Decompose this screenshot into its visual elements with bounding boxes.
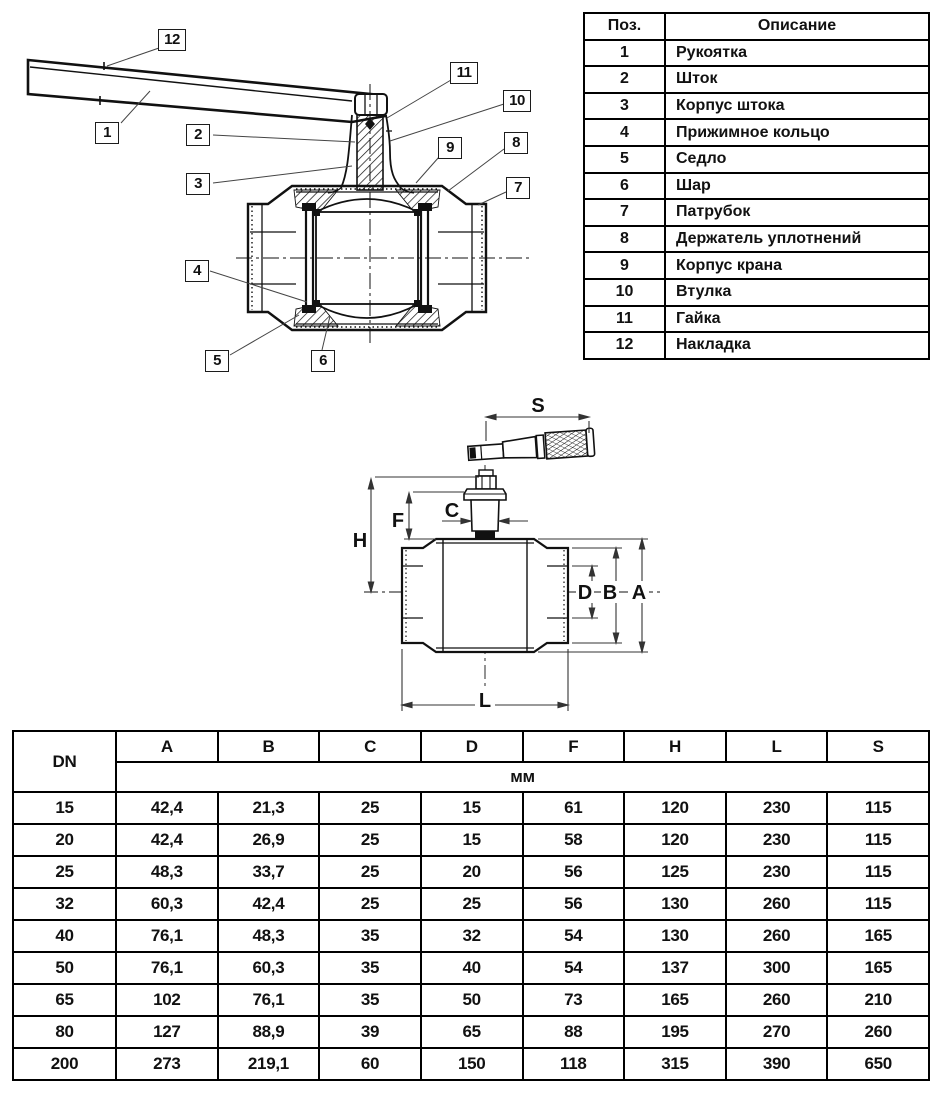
dims-cell-l: 260	[726, 888, 828, 920]
dims-cell-h: 137	[624, 952, 726, 984]
dims-cell-dn: 25	[13, 856, 116, 888]
part-position: 2	[584, 66, 665, 93]
dims-row-dn-200	[13, 1048, 929, 1080]
part-description: Корпус штока	[665, 93, 929, 120]
dims-cell-f: 56	[523, 888, 625, 920]
dims-col-header-a: A	[116, 731, 218, 762]
part-position: 7	[584, 199, 665, 226]
dims-cell-c: 35	[319, 984, 421, 1016]
parts-row	[584, 306, 929, 333]
dim-valve-body	[402, 470, 568, 652]
dimension-figure	[340, 395, 670, 725]
dims-cell-c: 25	[319, 824, 421, 856]
dims-cell-c: 39	[319, 1016, 421, 1048]
dims-cell-f: 58	[523, 824, 625, 856]
dims-cell-a: 273	[116, 1048, 218, 1080]
callout-11: 11	[450, 62, 478, 84]
dims-cell-d: 32	[421, 920, 523, 952]
part-description: Втулка	[665, 279, 929, 306]
dims-cell-l: 390	[726, 1048, 828, 1080]
dims-cell-s: 115	[827, 888, 929, 920]
handle-lever	[28, 60, 385, 122]
part-description: Накладка	[665, 332, 929, 359]
parts-row	[584, 252, 929, 279]
dims-cell-c: 25	[319, 856, 421, 888]
dims-cell-l: 260	[726, 920, 828, 952]
dims-cell-h: 195	[624, 1016, 726, 1048]
dims-cell-c: 35	[319, 920, 421, 952]
dims-cell-h: 130	[624, 920, 726, 952]
dims-cell-l: 230	[726, 856, 828, 888]
dims-header-row	[13, 731, 929, 762]
dims-cell-d: 20	[421, 856, 523, 888]
dims-cell-l: 230	[726, 792, 828, 824]
dims-cell-s: 165	[827, 920, 929, 952]
part-position: 6	[584, 173, 665, 200]
dims-cell-b: 21,3	[218, 792, 320, 824]
dims-cell-l: 300	[726, 952, 828, 984]
dims-cell-dn: 80	[13, 1016, 116, 1048]
callout-5: 5	[205, 350, 229, 372]
dims-cell-f: 73	[523, 984, 625, 1016]
dims-cell-c: 25	[319, 792, 421, 824]
dims-col-header-d: D	[421, 731, 523, 762]
dims-col-header-c: C	[319, 731, 421, 762]
callout-4: 4	[185, 260, 209, 282]
parts-row	[584, 66, 929, 93]
dims-cell-d: 150	[421, 1048, 523, 1080]
dim-label-s: S	[531, 395, 545, 417]
dims-cell-a: 60,3	[116, 888, 218, 920]
parts-row	[584, 279, 929, 306]
dims-cell-l: 260	[726, 984, 828, 1016]
parts-row	[584, 226, 929, 253]
dims-col-dn: DN	[13, 731, 116, 792]
dims-cell-s: 260	[827, 1016, 929, 1048]
dims-cell-dn: 200	[13, 1048, 116, 1080]
dim-label-h: H	[352, 530, 368, 552]
dims-cell-s: 115	[827, 856, 929, 888]
parts-col-pos: Поз.	[584, 13, 665, 40]
part-position: 1	[584, 40, 665, 67]
dims-cell-dn: 15	[13, 792, 116, 824]
callout-6: 6	[311, 350, 335, 372]
dims-row-dn-15	[13, 792, 929, 824]
part-position: 12	[584, 332, 665, 359]
dims-cell-h: 165	[624, 984, 726, 1016]
dims-cell-d: 15	[421, 792, 523, 824]
dims-cell-b: 76,1	[218, 984, 320, 1016]
dims-cell-dn: 50	[13, 952, 116, 984]
dims-cell-a: 48,3	[116, 856, 218, 888]
dims-row-dn-80	[13, 1016, 929, 1048]
part-description: Прижимное кольцо	[665, 119, 929, 146]
dims-cell-c: 35	[319, 952, 421, 984]
part-description: Шток	[665, 66, 929, 93]
callout-12: 12	[158, 29, 186, 51]
dims-cell-f: 54	[523, 920, 625, 952]
parts-row	[584, 93, 929, 120]
dims-cell-b: 48,3	[218, 920, 320, 952]
dims-cell-a: 102	[116, 984, 218, 1016]
callout-10: 10	[503, 90, 531, 112]
parts-table	[583, 12, 930, 360]
valve-cross-section-drawing	[0, 0, 580, 395]
part-position: 9	[584, 252, 665, 279]
dims-cell-d: 40	[421, 952, 523, 984]
part-description: Держатель уплотнений	[665, 226, 929, 253]
part-position: 11	[584, 306, 665, 333]
parts-row	[584, 332, 929, 359]
part-description: Шар	[665, 173, 929, 200]
dims-cell-dn: 32	[13, 888, 116, 920]
dims-cell-b: 88,9	[218, 1016, 320, 1048]
dim-label-d: D	[577, 582, 593, 604]
part-position: 8	[584, 226, 665, 253]
dims-row-dn-40	[13, 920, 929, 952]
dims-col-header-s: S	[827, 731, 929, 762]
dims-cell-h: 130	[624, 888, 726, 920]
dims-cell-s: 115	[827, 824, 929, 856]
dims-row-dn-25	[13, 856, 929, 888]
dims-cell-dn: 40	[13, 920, 116, 952]
dims-cell-d: 50	[421, 984, 523, 1016]
part-position: 3	[584, 93, 665, 120]
parts-row	[584, 146, 929, 173]
dims-cell-b: 26,9	[218, 824, 320, 856]
dims-row-dn-65	[13, 984, 929, 1016]
part-description: Корпус крана	[665, 252, 929, 279]
parts-col-desc: Описание	[665, 13, 929, 40]
dims-cell-h: 315	[624, 1048, 726, 1080]
dims-cell-h: 125	[624, 856, 726, 888]
callout-7: 7	[506, 177, 530, 199]
dims-cell-c: 60	[319, 1048, 421, 1080]
dims-cell-d: 25	[421, 888, 523, 920]
dims-cell-a: 76,1	[116, 920, 218, 952]
dimensions-table	[12, 730, 930, 1081]
parts-row	[584, 119, 929, 146]
parts-row	[584, 173, 929, 200]
dims-cell-l: 230	[726, 824, 828, 856]
dims-cell-f: 118	[523, 1048, 625, 1080]
dims-cell-s: 165	[827, 952, 929, 984]
dims-cell-l: 270	[726, 1016, 828, 1048]
parts-header-row	[584, 13, 929, 40]
dim-label-l: L	[478, 690, 492, 712]
dims-cell-s: 115	[827, 792, 929, 824]
dims-cell-c: 25	[319, 888, 421, 920]
dim-label-c: C	[444, 500, 460, 522]
dim-label-a: A	[631, 582, 647, 604]
callout-3: 3	[186, 173, 210, 195]
dims-row-dn-32	[13, 888, 929, 920]
dims-cell-d: 65	[421, 1016, 523, 1048]
dim-label-b: B	[602, 582, 618, 604]
dims-cell-f: 61	[523, 792, 625, 824]
dims-cell-f: 88	[523, 1016, 625, 1048]
callout-8: 8	[504, 132, 528, 154]
dims-cell-a: 42,4	[116, 792, 218, 824]
dims-cell-b: 60,3	[218, 952, 320, 984]
dims-row-dn-50	[13, 952, 929, 984]
callout-2: 2	[186, 124, 210, 146]
callout-1: 1	[95, 122, 119, 144]
dims-col-header-f: F	[523, 731, 625, 762]
parts-row	[584, 40, 929, 67]
dims-cell-h: 120	[624, 792, 726, 824]
dims-cell-d: 15	[421, 824, 523, 856]
dims-cell-a: 42,4	[116, 824, 218, 856]
dims-cell-dn: 65	[13, 984, 116, 1016]
dims-cell-b: 42,4	[218, 888, 320, 920]
dims-cell-s: 650	[827, 1048, 929, 1080]
part-description: Патрубок	[665, 199, 929, 226]
parts-row	[584, 199, 929, 226]
dims-row-dn-20	[13, 824, 929, 856]
part-position: 10	[584, 279, 665, 306]
callout-9: 9	[438, 137, 462, 159]
dims-col-header-l: L	[726, 731, 828, 762]
part-description: Гайка	[665, 306, 929, 333]
part-position: 4	[584, 119, 665, 146]
dims-unit-row	[13, 762, 929, 792]
dim-label-f: F	[391, 510, 405, 532]
part-description: Седло	[665, 146, 929, 173]
dims-cell-f: 56	[523, 856, 625, 888]
dims-cell-dn: 20	[13, 824, 116, 856]
dims-col-header-b: B	[218, 731, 320, 762]
dims-unit-cell: мм	[116, 762, 929, 792]
dims-cell-b: 219,1	[218, 1048, 320, 1080]
dims-cell-s: 210	[827, 984, 929, 1016]
dims-cell-f: 54	[523, 952, 625, 984]
dims-col-header-h: H	[624, 731, 726, 762]
dims-cell-b: 33,7	[218, 856, 320, 888]
dims-cell-a: 127	[116, 1016, 218, 1048]
part-description: Рукоятка	[665, 40, 929, 67]
dims-cell-h: 120	[624, 824, 726, 856]
valve-cross-section-figure	[0, 0, 580, 395]
dims-cell-a: 76,1	[116, 952, 218, 984]
part-position: 5	[584, 146, 665, 173]
